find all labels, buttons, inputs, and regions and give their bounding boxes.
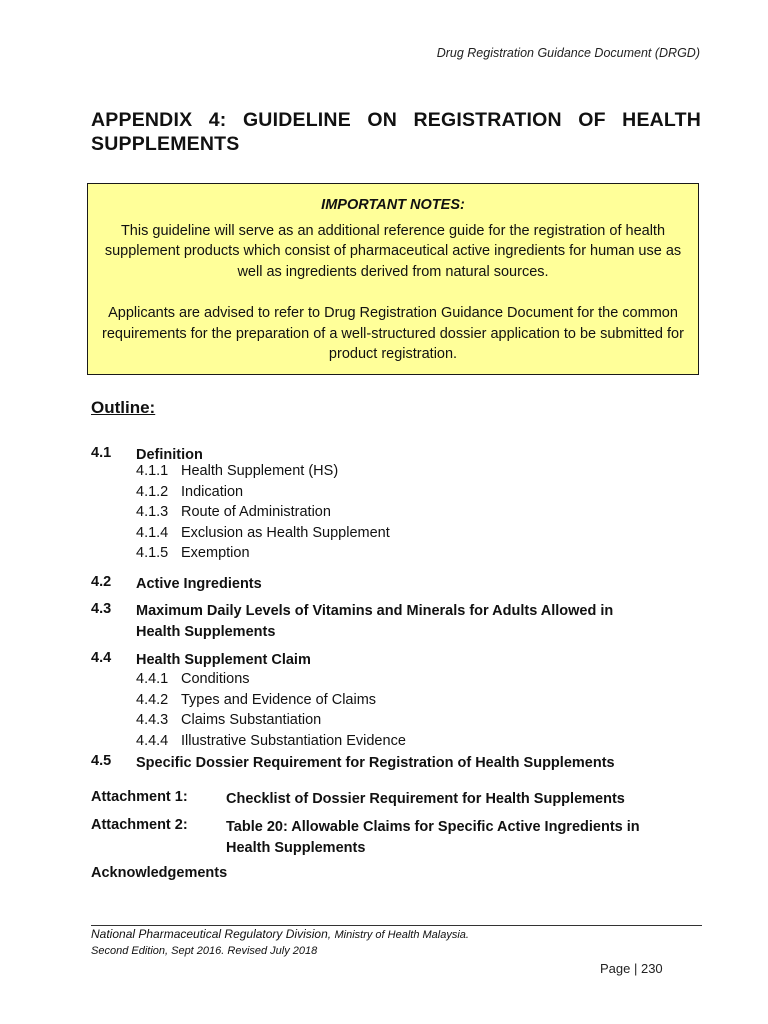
important-notes-paragraph-2: Applicants are advised to refer to Drug Registration Guidance Document for the common requirements for the preparation of a well-structured dossier application to be submitted for product registration. bbox=[102, 304, 684, 363]
subsection-number: 4.4.1 bbox=[136, 671, 169, 687]
important-notes-box bbox=[87, 183, 699, 375]
acknowledgements: Acknowledgements bbox=[91, 865, 228, 881]
subsection-title: Health Supplement (HS) bbox=[181, 463, 339, 479]
subsection-title: Indication bbox=[181, 484, 244, 500]
outline-subsection bbox=[136, 525, 390, 541]
outline-subsection bbox=[136, 504, 331, 520]
subsection-title: Exemption bbox=[181, 545, 250, 561]
subsection-title: Conditions bbox=[181, 671, 250, 687]
important-notes-heading: IMPORTANT NOTES: bbox=[321, 197, 465, 213]
page-title bbox=[91, 108, 701, 156]
page-title-line-1: APPENDIX 4: GUIDELINE ON REGISTRATION OF HEALTH bbox=[91, 109, 701, 131]
outline-subsection bbox=[136, 484, 243, 500]
outline-subsection bbox=[136, 671, 250, 687]
subsection-number: 4.1.4 bbox=[136, 525, 169, 541]
subsection-number: 4.4.2 bbox=[136, 692, 169, 708]
footer-org: National Pharmaceutical Regulatory Division, bbox=[91, 927, 332, 941]
outline-subsection bbox=[136, 712, 321, 728]
section-title: Specific Dossier Requirement for Registration of Health Supplements bbox=[136, 755, 615, 771]
section-number: 4.5 bbox=[91, 753, 112, 769]
subsection-number: 4.4.3 bbox=[136, 712, 169, 728]
attachment-label: Attachment 1: bbox=[91, 789, 188, 805]
outline-subsection bbox=[136, 463, 338, 479]
outline-subsection bbox=[136, 733, 406, 749]
outline-heading: Outline: bbox=[91, 398, 156, 417]
subsection-number: 4.1.5 bbox=[136, 545, 169, 561]
attachment-title: Checklist of Dossier Requirement for Health Supplements bbox=[226, 791, 625, 807]
section-title: Health Supplement Claim bbox=[136, 652, 311, 668]
footer-divider bbox=[91, 925, 702, 926]
subsection-title: Types and Evidence of Claims bbox=[181, 692, 377, 708]
page-number: Page | 230 bbox=[600, 961, 663, 976]
section-number: 4.3 bbox=[91, 601, 112, 617]
section-title: Active Ingredients bbox=[136, 576, 262, 592]
subsection-title: Exclusion as Health Supplement bbox=[181, 525, 390, 541]
subsection-number: 4.1.1 bbox=[136, 463, 169, 479]
subsection-title: Illustrative Substantiation Evidence bbox=[181, 733, 406, 749]
section-number: 4.1 bbox=[91, 445, 112, 461]
outline-subsection bbox=[136, 545, 250, 561]
subsection-title: Claims Substantiation bbox=[181, 712, 322, 728]
section-title: Maximum Daily Levels of Vitamins and Minerals for Adults Allowed in Health Supplements bbox=[136, 603, 614, 640]
subsection-number: 4.1.2 bbox=[136, 484, 169, 500]
footer-ministry: Ministry of Health Malaysia. bbox=[334, 929, 469, 941]
attachment-label: Attachment 2: bbox=[91, 817, 188, 833]
attachment-title: Table 20: Allowable Claims for Specific Active Ingredients in Health Supplements bbox=[226, 819, 640, 856]
subsection-title: Route of Administration bbox=[181, 504, 331, 520]
section-number: 4.2 bbox=[91, 574, 112, 590]
running-header: Drug Registration Guidance Document (DRGD) bbox=[436, 46, 700, 60]
subsection-number: 4.4.4 bbox=[136, 733, 169, 749]
section-title: Definition bbox=[136, 447, 203, 463]
subsection-number: 4.1.3 bbox=[136, 504, 169, 520]
outline-subsection bbox=[136, 692, 376, 708]
important-notes-paragraph-1: This guideline will serve as an additional reference guide for the registration of health supplement products which consist of pharmaceutical active ingredients for human use as well as ingredients derived from natural sources. bbox=[104, 222, 682, 281]
footer-edition: Second Edition, Sept 2016. Revised July 2018 bbox=[91, 945, 318, 957]
footer-organisation bbox=[91, 927, 469, 941]
page-title-line-2: SUPPLEMENTS bbox=[91, 133, 240, 155]
section-number: 4.4 bbox=[91, 650, 112, 666]
